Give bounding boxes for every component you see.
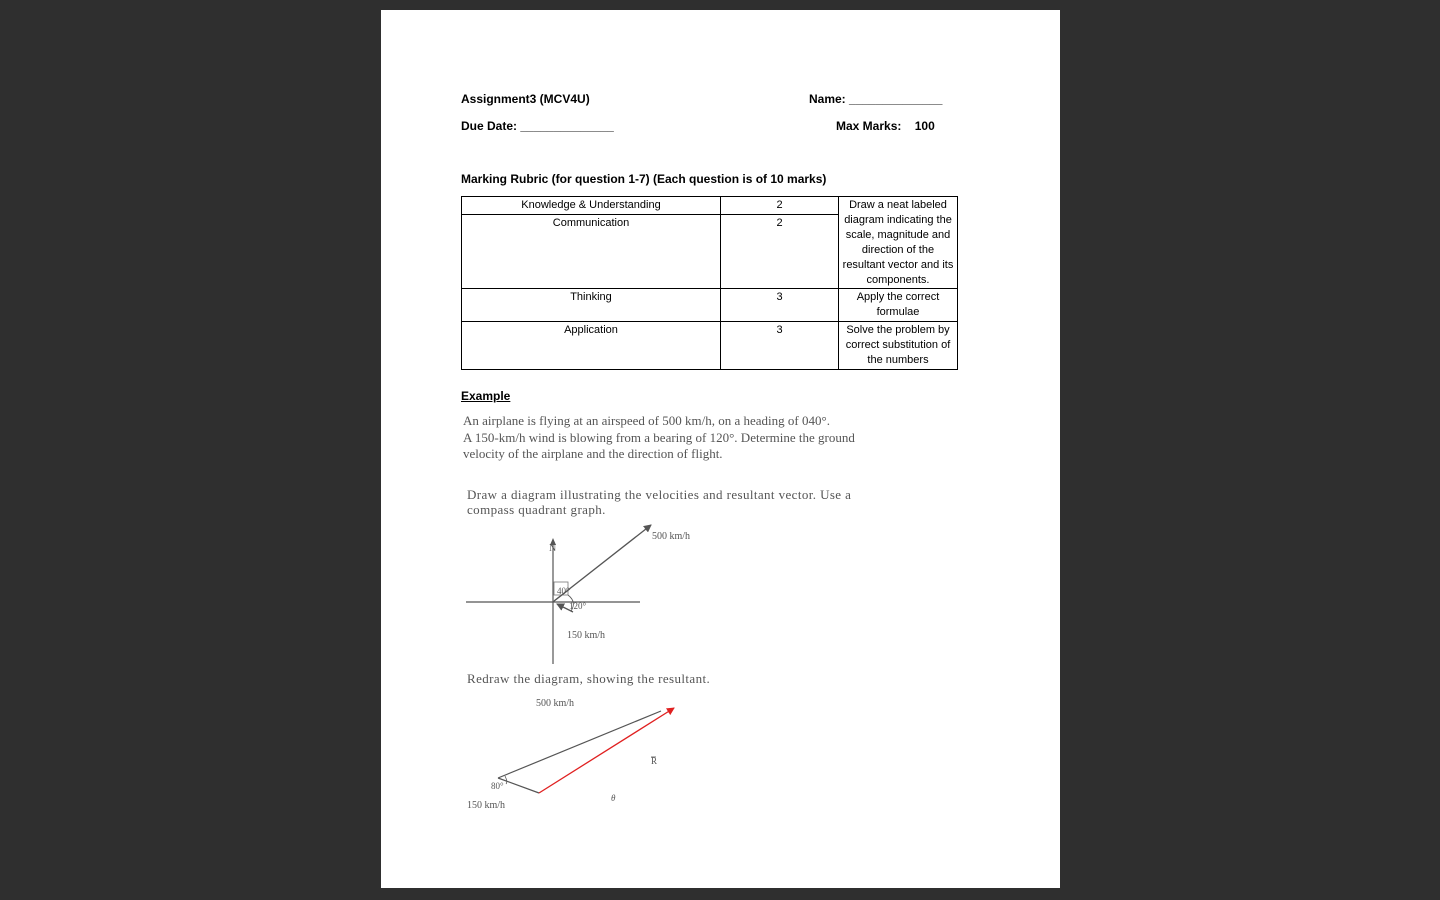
resultant-vector: [539, 708, 674, 793]
name-field: [809, 92, 942, 106]
rubric-row: [462, 289, 958, 322]
rubric-description: Draw a neat labeled diagram indicating the scale, magnitude and direction of the resultant vector and its components.: [839, 197, 958, 289]
rubric-marks: 3: [721, 322, 839, 370]
rubric-category: Communication: [462, 215, 721, 289]
rubric-description: Apply the correct formulae: [839, 289, 958, 322]
rubric-marks: 3: [721, 289, 839, 322]
problem-statement: [463, 413, 983, 463]
rubric-marks: 2: [721, 197, 839, 215]
max-marks-value: 100: [914, 119, 935, 133]
north-label: N: [549, 543, 557, 554]
document-page: [381, 10, 1060, 888]
problem-line: velocity of the airplane and the direction of flight.: [463, 446, 723, 461]
compass-diagram: [461, 522, 731, 678]
vector-150: [498, 778, 539, 793]
vector-500-label: 500 km/h: [652, 531, 691, 542]
theta-label: θ: [611, 793, 616, 803]
example-heading: Example: [461, 389, 511, 403]
max-marks-label: Max Marks:: [836, 119, 902, 133]
due-date-field: [461, 119, 614, 133]
rubric-category: Thinking: [462, 289, 721, 322]
angle-80-label: 80°: [491, 781, 504, 791]
problem-line: A 150-km/h wind is blowing from a bearing of 120°. Determine the ground: [463, 429, 855, 445]
max-marks-field: [836, 119, 935, 133]
rubric-marks: 2: [721, 215, 839, 289]
redraw-instruction: Redraw the diagram, showing the resultant.: [467, 671, 711, 686]
due-date-blank: ______________: [520, 119, 614, 133]
resultant-diagram: [461, 688, 691, 818]
name-blank: ______________: [849, 92, 943, 106]
assignment-title: Assignment3 (MCV4U): [461, 92, 590, 106]
vector-150-label: 150 km/h: [467, 800, 506, 811]
rubric-row: [462, 322, 958, 370]
rubric-row: [462, 197, 958, 215]
due-date-label: Due Date:: [461, 119, 518, 133]
problem-line: An airplane is flying at an airspeed of 500 km/h, on a heading of 040°.: [463, 413, 830, 428]
rubric-category: Application: [462, 322, 721, 370]
vector-500-label: 500 km/h: [536, 698, 575, 709]
instruction-line: Draw a diagram illustrating the velocities and resultant vector. Use a: [467, 487, 852, 502]
resultant-label: R: [651, 756, 658, 766]
rubric-category: Knowledge & Understanding: [462, 197, 721, 215]
instruction-line: compass quadrant graph.: [467, 502, 606, 517]
rubric-description: Solve the problem by correct substitution of the numbers: [839, 322, 958, 370]
rubric-table: [461, 196, 958, 370]
angle-40-label: 40°: [557, 586, 570, 596]
vector-150-label: 150 km/h: [567, 630, 606, 641]
name-label: Name:: [809, 92, 846, 106]
angle-120-label: 120°: [569, 601, 587, 611]
diagram-instruction: [467, 487, 1007, 517]
rubric-title: Marking Rubric (for question 1-7) (Each question is of 10 marks): [461, 172, 827, 186]
